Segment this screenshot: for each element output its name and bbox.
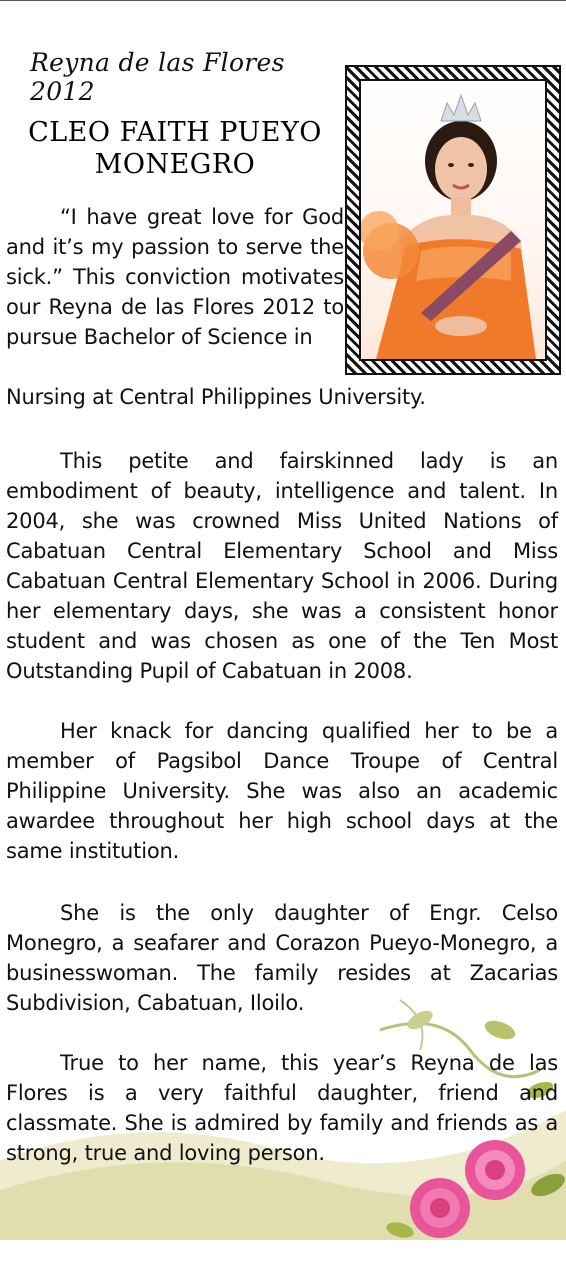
paragraph-3: Her knack for dancing qualified her to be a member of Pagsibol Dance Troupe of Central Philippine University. She was also an academic awardee throughout her high school days at the same institution. — [6, 719, 558, 863]
paragraph-1: “I have great love for God and it’s my passion to serve the sick.” This conviction motivates our Reyna de las Flores 2012 to pursue Bachelor of Science in — [6, 205, 344, 349]
portrait-illustration — [361, 81, 545, 359]
paragraph-4: She is the only daughter of Engr. Celso Monegro, a seafarer and Corazon Pueyo-Monegro, a businesswoman. The family resides at Zacarias Subdivision, Cabatuan, Iloilo. — [6, 901, 558, 1015]
portrait-frame — [345, 65, 561, 375]
paragraph-1-continued: Nursing at Central Philippines University. — [6, 385, 426, 409]
portrait-photo — [359, 79, 547, 361]
top-border-line — [0, 0, 566, 1]
paragraph-5: True to her name, this year’s Reyna de las Flores is a very faithful daughter, friend and classmate. She is admired by family and friends as a strong, true and loving person. — [6, 1051, 558, 1165]
page-subtitle: Reyna de las Flores 2012 — [30, 48, 285, 106]
rose-icon — [410, 1178, 470, 1238]
paragraph-2: This petite and fairskinned lady is an embodiment of beauty, intelligence and talent. In 2004, she was crowned Miss United Nations of Cabatuan Central Elementary School and Miss Cabatuan Central Elementary School in 2006. During her elementary days, she was a consistent honor student and was chosen as one of the Ten Most Outstanding Pupil of Cabatuan in 2008. — [6, 449, 558, 683]
page-title: CLEO FAITH PUEYO MONEGRO — [28, 117, 322, 180]
